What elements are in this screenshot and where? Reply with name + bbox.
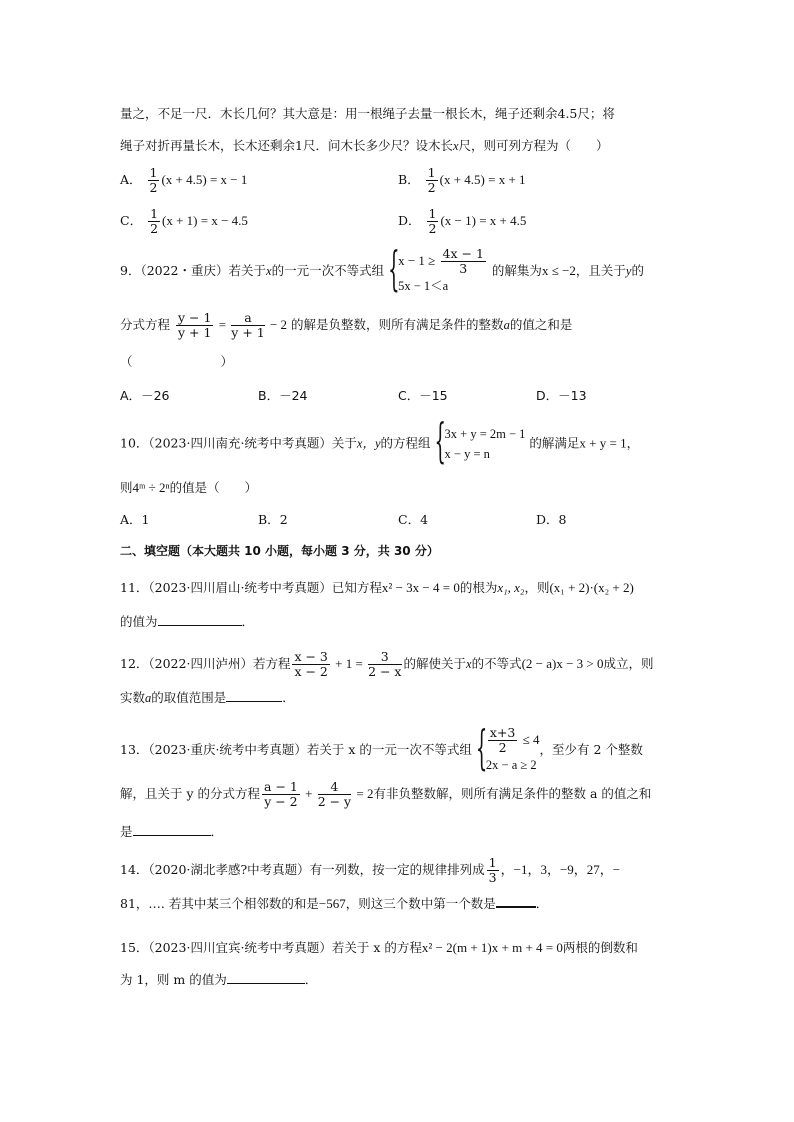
q10-system-row2: x − y = n [444, 447, 490, 461]
q9-line2c: 的值之和是 [509, 317, 573, 332]
q13-line1: 13．（2023·重庆·统考中考真题）若关于 x 的一元一次不等式组 { $\frac{x+3}{2}$ ≤ 4 2x − a ≥ 2 ，至少有 2 个整数 [120, 721, 643, 777]
q12-frac-right: $\frac{3}{2 - x}$ [368, 649, 402, 679]
q9-tail: ，且关于 [575, 263, 626, 278]
q9-line2a: 分式方程 [120, 317, 171, 332]
q10-option-b[interactable]: B．2 [258, 512, 288, 527]
q10-option-c[interactable]: C．4 [398, 512, 429, 527]
answer-blank[interactable] [496, 894, 536, 908]
left-brace-icon: { [475, 721, 488, 777]
q9-var-y: y [625, 264, 632, 278]
q15-line2: 为 1，则 m 的值为 ． [120, 972, 318, 987]
q9-line2b: 的解是负整数，则所有满足条件的整数 [291, 317, 504, 332]
q10-option-a[interactable]: A．1 [120, 512, 150, 527]
q9-mid: 的一元一次不等式组 [271, 263, 385, 278]
q8-option-b[interactable] [398, 166, 526, 195]
q8-line2 [120, 136, 609, 154]
option-label: A． [120, 172, 142, 187]
answer-blank[interactable] [227, 971, 305, 984]
q8-line2-text: 绳子对折再量长木，长木还剩余1尺．问木长多少尺？设木长 [120, 138, 453, 153]
q12-line2: 实数a的取值范围是 ． [120, 690, 295, 705]
q13-line3: 是 ． [120, 824, 224, 839]
option-expr: (x + 4.5) = x − 1 [161, 172, 248, 187]
q12-inequality: (2 − a)x − 3 > 0 [521, 656, 604, 671]
q9-eq-tail: − 2 [266, 317, 288, 332]
q13-system-row1: $\frac{x+3}{2}$ ≤ 4 [489, 725, 540, 755]
q11-line1: 11．（2023·四川眉山·统考中考真题）已知方程x² − 3x − 4 = 0的根为x₁, x₂，则(x₁ + 2)·(x₂ + 2) [120, 580, 634, 595]
left-brace-icon: { [434, 415, 446, 470]
q14-sum: −567 [318, 896, 346, 911]
q11-line2: 的值为 ． [120, 614, 255, 629]
half-fraction: $\frac{1}{2}$ [149, 165, 158, 195]
answer-blank[interactable] [158, 613, 242, 626]
option-label: C． [120, 213, 143, 228]
q9-option-d[interactable]: D．－13 [536, 388, 587, 403]
q13-frac2: $\frac{4}{2 - y}$ [317, 779, 352, 809]
q13-system-row2: 2x − a ≥ 2 [485, 758, 537, 772]
q9-tail2: 的 [631, 263, 644, 278]
q10-prefix: 10．（2023·四川南充·统考中考真题）关于 [120, 435, 357, 451]
option-expr: (x − 1) = x + 4.5 [440, 213, 527, 228]
q9-line1 [120, 242, 644, 298]
q9-after-system: 的解集为 [491, 263, 542, 278]
q8-line2-tail: 尺，则可列方程为（ ） [458, 138, 609, 153]
q15-line1: 15．（2023·四川宜宾·统考中考真题）若关于 x 的方程x² − 2(m + 1)x + m + 4 = 0两根的倒数和 [120, 940, 638, 955]
q11-equation: x² − 3x − 4 = 0 [381, 580, 460, 595]
q13-line2: 解，且关于 y 的分式方程 $\frac{a - 1}{y - 2}$ + $\frac{4}{2 - y}$ = 2有非负整数解，则所有满足条件的整数 a 的值之和 [120, 779, 652, 809]
option-label: B． [398, 172, 420, 187]
option-expr: (x + 4.5) = x + 1 [439, 172, 526, 187]
q14-line2: 81，…. 若其中某三个相邻数的和是−567，则这三个数中第一个数是 ． [120, 896, 549, 911]
q12-line1: 12．（2022·四川泸州）若方程 $\frac{x - 3}{x - 2}$ + 1 = $\frac{3}{2 - x}$ 的解使关于x的不等式(2 − a)x − 3 > 0成立，则 [120, 649, 654, 679]
q9-prefix: 9．（2022・重庆）若关于 [120, 263, 267, 278]
q9-answer-paren: （ ） [120, 354, 234, 369]
q10-option-d[interactable]: D．8 [536, 512, 567, 527]
q9-option-b[interactable]: B．－24 [258, 388, 308, 403]
q10-line1: 10．（2023·四川南充·统考中考真题）关于x，y的方程组 { 3x + y = 2m − 1 x − y = n 的解满足x + y = 1， [120, 415, 640, 470]
q10-mid: 的方程组 [380, 435, 431, 451]
q14-fraction: $\frac{1}{3}$ [488, 855, 497, 885]
q10-line2: 则4ᵐ ÷ 2ⁿ的值是（ ） [120, 480, 258, 495]
left-brace-icon: { [388, 242, 400, 298]
q8-option-d[interactable] [398, 207, 526, 236]
half-fraction: $\frac{1}{2}$ [428, 206, 437, 236]
q9-solution: x ≤ −2 [541, 263, 576, 278]
option-label: D． [398, 213, 421, 228]
q10-vars: x，y [356, 436, 381, 451]
option-expr: (x + 1) = x − 4.5 [162, 213, 248, 228]
q13-frac1: $\frac{a - 1}{y - 2}$ [264, 779, 298, 809]
half-fraction: $\frac{1}{2}$ [427, 165, 436, 195]
q9-var-a: a [503, 318, 510, 332]
answer-blank[interactable] [133, 823, 211, 836]
q11-expr: (x₁ + 2)·(x₂ + 2) [549, 580, 634, 595]
q9-line2: 分式方程 $\frac{y - 1}{y + 1}$ = $\frac{a}{y + 1}$ − 2 的解是负整数，则所有满足条件的整数a的值之和是 [120, 310, 573, 340]
q9-system-row2: 5x − 1＜a [398, 279, 449, 293]
q8-option-a[interactable] [120, 166, 247, 195]
q9-inequality-system [388, 242, 488, 298]
section-title-fill-in: 二、填空题（本大题共 10 小题，每小题 3 分，共 30 分） [120, 544, 439, 558]
q9-var-x: x [266, 264, 272, 278]
q10-after: 的解满足 [529, 435, 580, 451]
q8-var-x: x [452, 139, 459, 153]
q8-line1: 量之，不足一尺．木长几何？其大意是：用一根绳子去量一根长木，绳子还剩余4.5尺；将 [120, 106, 615, 121]
half-fraction: $\frac{1}{2}$ [150, 206, 159, 236]
q9-eq-left: $\frac{y - 1}{y + 1}$ [178, 310, 212, 340]
q9-system-row1: x − 1 ≥ $\frac{4x - 1}{3}$ [398, 246, 484, 276]
q9-option-a[interactable]: A．－26 [120, 388, 170, 403]
q10-expr: 4ᵐ ÷ 2ⁿ [132, 480, 170, 495]
answer-blank[interactable] [226, 689, 282, 702]
q14-line1: 14．（2020·湖北孝感?中考真题）有一列数，按一定的规律排列成 $\frac{1}{3}$ ，−1，3，−9，27，− [120, 855, 621, 885]
q9-eq-right: $\frac{a}{y + 1}$ [231, 310, 265, 340]
q12-frac-left: $\frac{x - 3}{x - 2}$ [294, 649, 328, 679]
q10-equation-system [434, 415, 526, 470]
q8-option-c[interactable] [120, 207, 248, 236]
q9-option-c[interactable]: C．－15 [398, 388, 448, 403]
q15-equation: x² − 2(m + 1)x + m + 4 = 0 [421, 940, 563, 955]
q11-roots: x₁, x₂ [497, 580, 525, 595]
q10-system-row1: 3x + y = 2m − 1 [444, 427, 526, 441]
q13-inequality-system [475, 721, 540, 777]
q10-condition: x + y = 1 [579, 435, 627, 451]
